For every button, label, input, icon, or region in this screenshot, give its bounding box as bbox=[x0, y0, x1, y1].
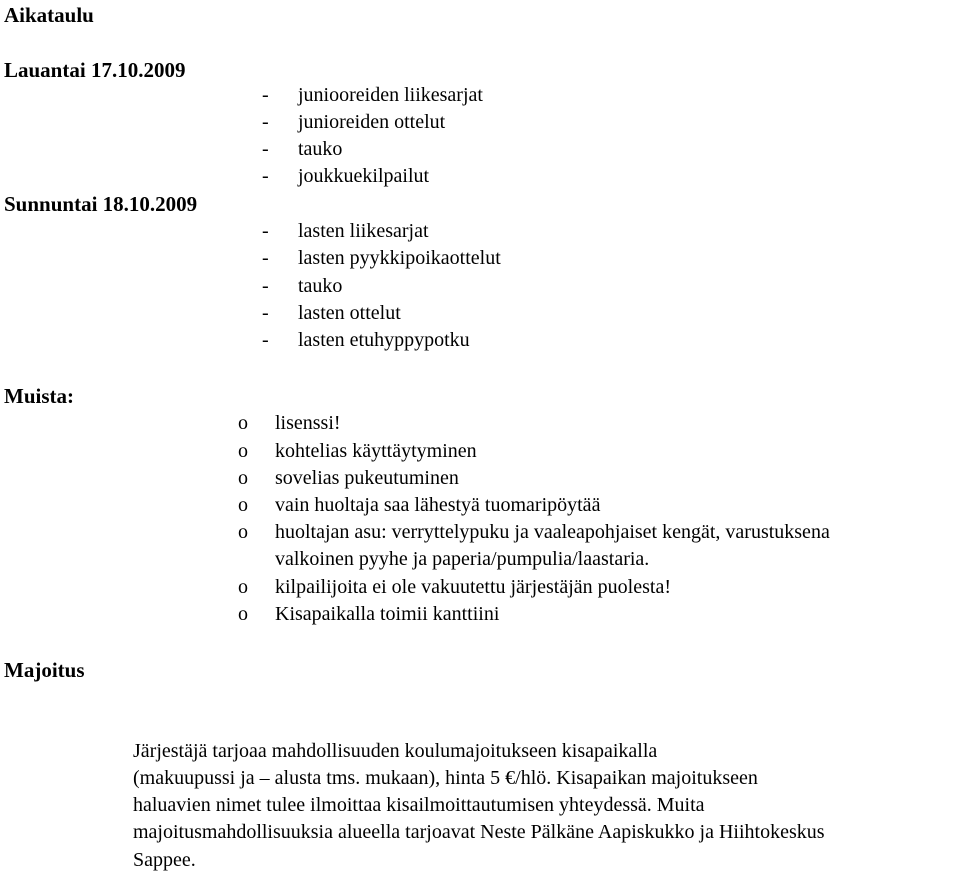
list-item: huoltajan asu: verryttelypuku ja vaaleapohjaiset kengät, varustuksena bbox=[275, 521, 830, 543]
bullet-marker: o bbox=[238, 467, 248, 489]
dash-marker: - bbox=[262, 275, 269, 297]
bullet-marker: o bbox=[238, 576, 248, 598]
bullet-marker: o bbox=[238, 494, 248, 516]
list-item: kilpailijoita ei ole vakuutettu järjestäjän puolesta! bbox=[275, 576, 671, 598]
saturday-label: Lauantai 17.10.2009 bbox=[4, 58, 186, 82]
list-item: lasten ottelut bbox=[298, 302, 401, 324]
paragraph-line: Sappee. bbox=[133, 849, 196, 871]
list-item: lasten liikesarjat bbox=[298, 220, 429, 242]
dash-marker: - bbox=[262, 165, 269, 187]
list-item: joukkuekilpailut bbox=[298, 165, 430, 187]
paragraph-line: (makuupussi ja – alusta tms. mukaan), hinta 5 €/hlö. Kisapaikan majoitukseen bbox=[133, 767, 758, 789]
list-item: sovelias pukeutuminen bbox=[275, 467, 459, 489]
paragraph-line: Järjestäjä tarjoaa mahdollisuuden koulumajoitukseen kisapaikalla bbox=[133, 740, 658, 762]
majoitus-label: Majoitus bbox=[4, 658, 85, 682]
paragraph-line: haluavien nimet tulee ilmoittaa kisailmoittautumisen yhteydessä. Muita bbox=[133, 794, 705, 816]
list-item: tauko bbox=[298, 275, 343, 297]
list-item: lasten pyykkipoikaottelut bbox=[298, 247, 501, 269]
bullet-marker: o bbox=[238, 440, 248, 462]
list-item: juniooreiden liikesarjat bbox=[298, 84, 483, 106]
dash-marker: - bbox=[262, 84, 269, 106]
list-item: lasten etuhyppypotku bbox=[298, 329, 470, 351]
list-item: tauko bbox=[298, 138, 343, 160]
sunday-label: Sunnuntai 18.10.2009 bbox=[4, 192, 198, 216]
bullet-marker: o bbox=[238, 412, 248, 434]
paragraph-line: majoitusmahdollisuuksia alueella tarjoavat Neste Pälkäne Aapiskukko ja Hiihtokeskus bbox=[133, 821, 825, 843]
list-item: kohtelias käyttäytyminen bbox=[275, 440, 477, 462]
list-item: Kisapaikalla toimii kanttiini bbox=[275, 603, 500, 625]
dash-marker: - bbox=[262, 329, 269, 351]
list-item: lisenssi! bbox=[275, 412, 341, 434]
list-item: vain huoltaja saa lähestyä tuomaripöytää bbox=[275, 494, 601, 516]
dash-marker: - bbox=[262, 302, 269, 324]
bullet-marker: o bbox=[238, 521, 248, 543]
dash-marker: - bbox=[262, 111, 269, 133]
dash-marker: - bbox=[262, 247, 269, 269]
dash-marker: - bbox=[262, 220, 269, 242]
muista-label: Muista: bbox=[4, 384, 74, 408]
list-item: junioreiden ottelut bbox=[298, 111, 446, 133]
dash-marker: - bbox=[262, 138, 269, 160]
list-item-continuation: valkoinen pyyhe ja paperia/pumpulia/laastaria. bbox=[275, 548, 650, 570]
page-title: Aikataulu bbox=[4, 3, 94, 27]
bullet-marker: o bbox=[238, 603, 248, 625]
